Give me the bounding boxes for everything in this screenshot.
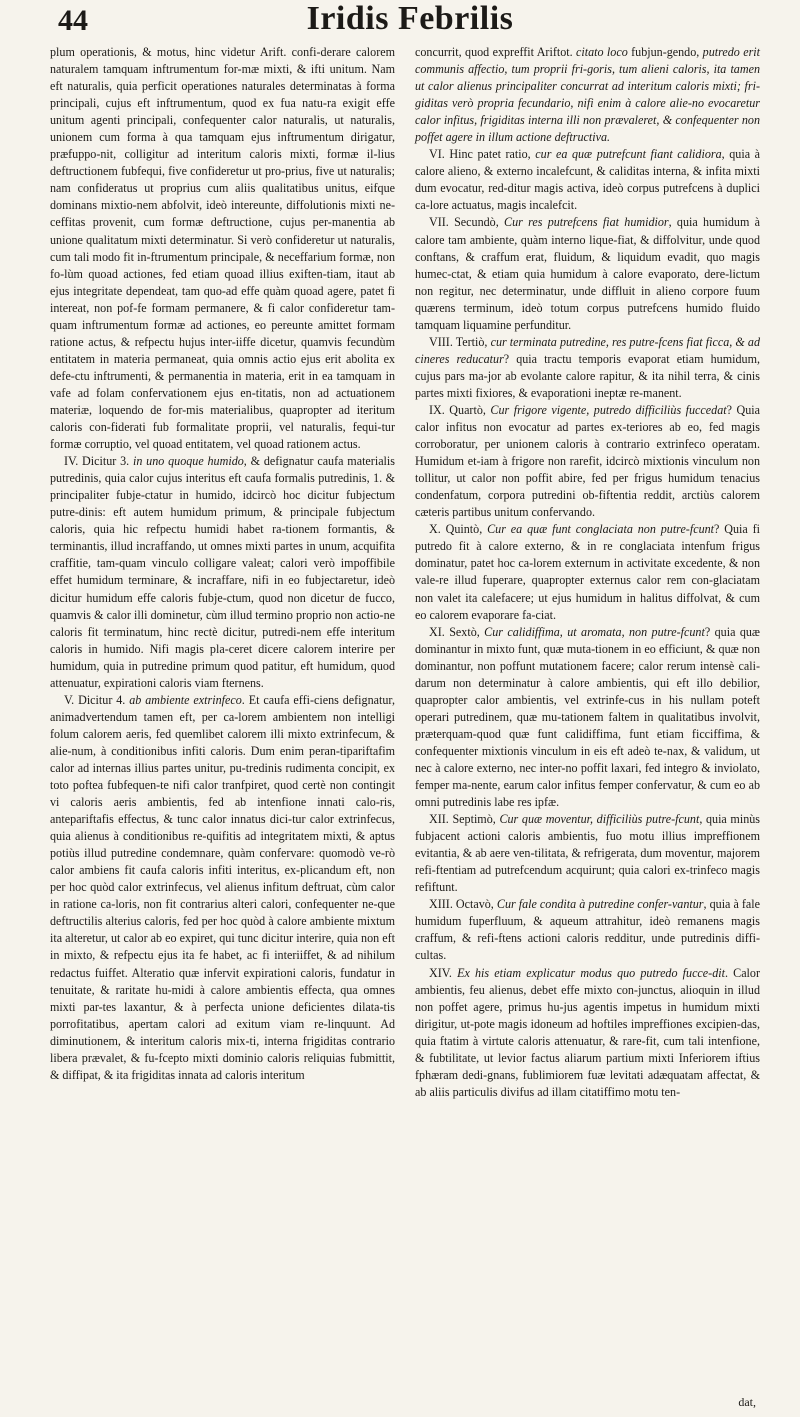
paragraph [50, 453, 395, 692]
text-run: XIII. Octavò, [429, 897, 497, 912]
text-run: . Calor ambientis, feu alienus, debet effe mixto con-junctus, alioquin in illud non poffet agere, primus hu-jus agentis impetus in humidum mixti dirigitur, ut-pote magis idoneum ad hoftiles impreffiones excipien-das, quia ftatim à virtute caloris attenuatur, & rare-fit, cum tali intenfione, & fubtilitate, ut levior factus aliarum partium mixti Inferiorem iftius fphæram dedi-gnans, fublimiorem fuæ levitati adæquatam affectat, & ab aliis particulis divifus ad illam citatiffimo motu ten- [415, 965, 760, 1099]
italic-run: Cur frigore vigente, putredo difficiliùs fuccedat [490, 402, 727, 417]
text-run: XI. Sextò, [429, 624, 485, 639]
right-text-column [415, 44, 760, 1101]
italic-run: Cur ea quæ funt conglaciata non putre-fcunt [487, 522, 715, 537]
text-run: VI. Hinc patet ratio, [429, 147, 536, 162]
text-run: V. Dicitur 4. [64, 692, 130, 707]
paragraph [415, 146, 760, 214]
running-head [50, 0, 770, 40]
paragraph [415, 811, 760, 896]
text-run: , quia à calore alieno, & externo incalefcunt, & caliditas interna, & infita mixti dum evocatur, red-ditur magis activa, ideò corpus putrefcens à duplici ca-lore actuatus, magis incalefcit. [415, 147, 761, 213]
italic-run: citato loco [576, 45, 628, 59]
paragraph [415, 624, 760, 812]
text-run: , quia humidum à calore tam ambiente, quàm interno lique-fiat, & diffolvitur, unde quod conftans, & craffum erat, fluidum, & liquidum evadit, quo magis humec-ctat, & etiam quia humidum à calore evaporato, dere-lictum non regitur, nec determinatur, unde diffluit in alieno corpore fuum quærens terminum, ideò totum corpus putrefcens humido fluido tamquam liquamine perfunditur. [415, 215, 760, 332]
text-run: , quia minùs fubjacent actioni caloris ambientis, fuo motu illius impreffionem evitantia, & ab aere ven-tilitata, & refrigerata, dum moventur, majorem refi-ftentiam ad putrefcendum acquirunt; quia calori ex-trinfeco magis refiftunt. [415, 812, 760, 895]
text-run: concurrit, quod expreffit Ariftot. [415, 45, 577, 59]
text-run: fubjun-gendo, [627, 45, 703, 59]
text-run: ? quia quæ dominantur in mixto funt, quæ muta-tionem in eo efficiunt, & quæ non dominantur, non poffunt mutationem facere; calor rerum intensè cali-darum non determinatur à calore ambientis, qui eft illo debilior, quapropter calor ambientis, vel extrinfe-cus in his nullam poteft operari putredinem, quæ mu-tationem faltem in qualitatibus involvit, præterquam-quod quæ funt calidiffima, funt etiam ficciffima, & confequenter mixtionis vinculum in eis eft adeò te-nax, & validum, ut nec à calore externo, nec inter-no poffit laxari, fed integro & inviolato, femper ma-nente, earum calor infitus femper confervatur, & cum eo ab omni putredinis labe res ipfæ. [415, 624, 761, 810]
italic-run: in uno quoque humido [132, 454, 244, 469]
text-run: plum operationis, & motus, hinc videtur Arift. confi-derare calorem naturalem tamquam inftrumentum for-mæ mixti, & ifti unitum. Nam eft naturalis, quia perficit operationes naturales determinatas à forma principali, cujus eft inftrumentum, quod ex fua natu-ra exigit effe unitum agenti principali, confequenter calor naturalis, ut naturalis, unionem cum forma à qua tamquam ejus inftrumentum dirigatur, præfuppo-nit, colligitur ad interitum caloris mixti, formæ il-lius deftructionem fubfequi, five confideretur ut pro-prius, five ut naturalis; nam confideratus ut proprius cum aliis qualitatibus unitus, eifque dominans mixtio-nem abfolvit, ideò intereunte, diffolutionis mixti ne-ceffitas provenit, cum formæ deftructione, cujus per-manentia ab unione qualitatum mixti determinatur. Si verò confideretur ut naturalis, cum tali modo fit in-ftrumentum principale, & neceffarium formæ, non fo-lùm quoad actiones, fed etiam quoad illius exiften-tiam, itaut ab ejus integritate dependeat, tam quo-ad effe quàm quoad agere, patet fi intereat, non pof-fe formam permanere, & fi calor confideretur tam-quam inftrumentum formæ ad actiones, eo pereunte amittet formam ratione actus, & refpectu hujus inter-iiffe dicetur, quamvis fecundùm entitatem in materia permaneat, quia omnis actio ejus erit abolita ex defe-ctu inftrumenti, & permanentia in materia, erit in ea tamquam in vafe ad folam confervationem ejus en-titatis, non ad actuationem materiæ, loquendo de for-mis materialibus, quapropter ad iteritum caloris con-fiderati fub formalitate proprii, vel naturalis, fequi-tur formæ corruptio, vel quoad entitatem, vel quoad rationem actus. [50, 45, 395, 452]
italic-run: Ex his etiam explicatur modus quo putredo fucce-dit [457, 965, 725, 980]
page-number: 44 [58, 4, 88, 37]
text-run: XIV. [429, 965, 458, 980]
italic-run: cur ea quæ putrefcunt fiant calidiora [535, 147, 722, 162]
paragraph [415, 896, 760, 964]
italic-run: Cur res putrefcens fiat humidior [504, 215, 669, 230]
paragraph [50, 692, 395, 1084]
text-run: IX. Quartò, [429, 402, 491, 417]
italic-run: cur terminata putredine, res putre-fcens fiat ficca, & ad cineres reducatur [415, 334, 760, 366]
text-run: . Et caufa effi-ciens defignatur, animadvertendum tamen eft, per ca-lorem ambientem non intelligi folum calorem aeris, fed quemlibet calorem illi mixto extrinfecum, & alie-num, à conditionibus infiti caloris. Dum enim peran-tipariftafim calor ad internas illius partes unitur, pu-tredinis rudimenta concipit, ex toto poftea fubfequen-te nifi calor tranfpiret, quod certè non contingit vi caloris aeris ambientis, fed ab intenfione innati calo-ris, antepariftafis effectus, & tunc calor innatus dici-tur calor extrinfecus, quia alienus à conditionibus re-quifitis ad integritatem mixti, & aptus potiùs illud putredine condemnare, quàm confervare: quomodò ve-rò calor ambiens fit caufa caloris infiti interitus, ex-plicandum eft, non per hoc quòd calor extrinfecus, vel alienus infitum deftruat, cùm calor in ratione ca-loris, non fit contrarius alteri calori, confequenter ne-que deftructilis alterius caloris, fed per hoc quòd à calore ambiente mixtum ita alteretur, ut calor ab eo expiret, qui tunc dicitur interire, quia non eft in mixto, & refpectu ejus ita fe habet, ac fi interiiffet, & ad nihilum redactus fuiffet. Alteratio quæ infervit expirationi caloris, fundatur in tenuitate, & raritate hu-midi à calore ambientis effecta, qua omnes mixti par-tes laxantur, & à perfecta unione deficientes dilata-tis porrofitatibus, apertam calori ad exitum viam re-linquunt. Ad diminutionem, & interitum caloris mix-ti, interna frigiditas contrario libera prævalet, & fu-fcepto mixti dominio caloris reliquias fubmittit, & diffipat, & ita frigiditas innata ad caloris interitum [50, 692, 395, 1082]
text-run: ? Quia calor infitus non evocatur ad partes ex-teriores ab eo, fed magis corroboratur, per unionem caloris à contrario extrinfeco operatam. Humidum et-iam à frigore non rarefit, idcircò mixtionis vinculum non tollitur, ut calor non poffit abire, fed per frigus humidum tenacius condenfatum, corpora putredini ob-fiftentia reddit, arctiùs calorem cæteris partibus unitum confervando. [415, 402, 760, 520]
text-run: XII. Septimò, [429, 812, 500, 827]
text-run: VII. Secundò, [429, 215, 505, 230]
italic-run: Cur fale condita à putredine confer-vantur [496, 897, 704, 912]
italic-run: putredo erit communis affectio, tum proprii fri-goris, tum alieni caloris, ita tamen ut calor alienus principaliter concurrat ad interitum caloris mixti; fri-giditas verò propria fecundario, nifi enim à calore alie-no evocaretur calor infitus, frigiditas interna illi non prævaleret, & confequenter non poffet agere in illum actione deftructiva. [415, 45, 761, 145]
text-run: , & defignatur caufa materialis putredinis, quia calor cujus interitus eft caufa formalis putredinis, 1. & principaliter fubje-ctatur in humido, idcircò hoc dicitur fubjectum putre-dinis: eft autem humidum primum, & principale fubjectum caloris, quia hic refpectu humidi habet ra-tionem formantis, & terminantis, illud incraffando, ut omnes mixti partes in unum, acquifita craffitie, tam-quam vinculo colligare valeat; calori verò impoffibile effet humidum terminare, & incraffare, nifi in eo fubjectaretur, ideò dicitur humidum effe caloris fubje-ctum, quod non dicetur de fucco, quamvis & calor illi dominetur, cùm illud termino proprio non actio-ne caloris fit terminatum, hinc rectè dicitur, putredi-nem effe interitum caloris in humido. Nifi magis pla-ceret dicere calorem interire per humidum, quia in putredine primum quod patitur, eft humidum, quod attenuatur, expirationi caloris viam fternens. [50, 454, 395, 690]
paragraph [415, 214, 760, 333]
text-run: ? Quia fi putredo fit à calore externo, & in re conglaciata intenfum frigus dominatur, patet hoc ca-lorem externum in activitate excedente, & non vale-re illud fuperare, quapropter externus calor rem con-glaciatam non valet ita calefacere; ut ejus humidum in halitus diffolvat, & cum eo calorem evaporare fa-ciat. [415, 522, 761, 622]
italic-run: ab ambiente extrinfeco [129, 692, 242, 707]
paragraph [415, 521, 760, 623]
text-run: ? quia tractu temporis evaporat etiam humidum, cujus pars ma-jor ab evolante calore rapitur, & ita nihil terra, & cinis partes mixti fixiores, & evaporationi ineptæ re-manent. [415, 351, 761, 400]
catchword: dat, [738, 1395, 756, 1409]
paragraph [50, 44, 395, 453]
text-run: IV. Dicitur 3. [64, 454, 133, 469]
paragraph [415, 965, 760, 1101]
text-run: X. Quintò, [429, 522, 488, 537]
italic-run: Cur calidiffima, ut aromata, non putre-fcunt [484, 624, 705, 639]
left-text-column [50, 44, 395, 1084]
text-run: VIII. Tertiò, [429, 334, 491, 349]
paragraph [415, 334, 760, 402]
running-title: Iridis Febrilis [306, 0, 514, 37]
paragraph [415, 402, 760, 521]
text-run: , quia à fale humidum fuperfluum, & aqueum attrahitur, ideò remanens magis craffum, & refi-ftens actioni caloris redditur, unde putredinis diffi-cultas. [415, 897, 760, 963]
paragraph [415, 44, 760, 146]
italic-run: Cur quæ moventur, difficiliùs putre-fcunt [499, 812, 700, 827]
